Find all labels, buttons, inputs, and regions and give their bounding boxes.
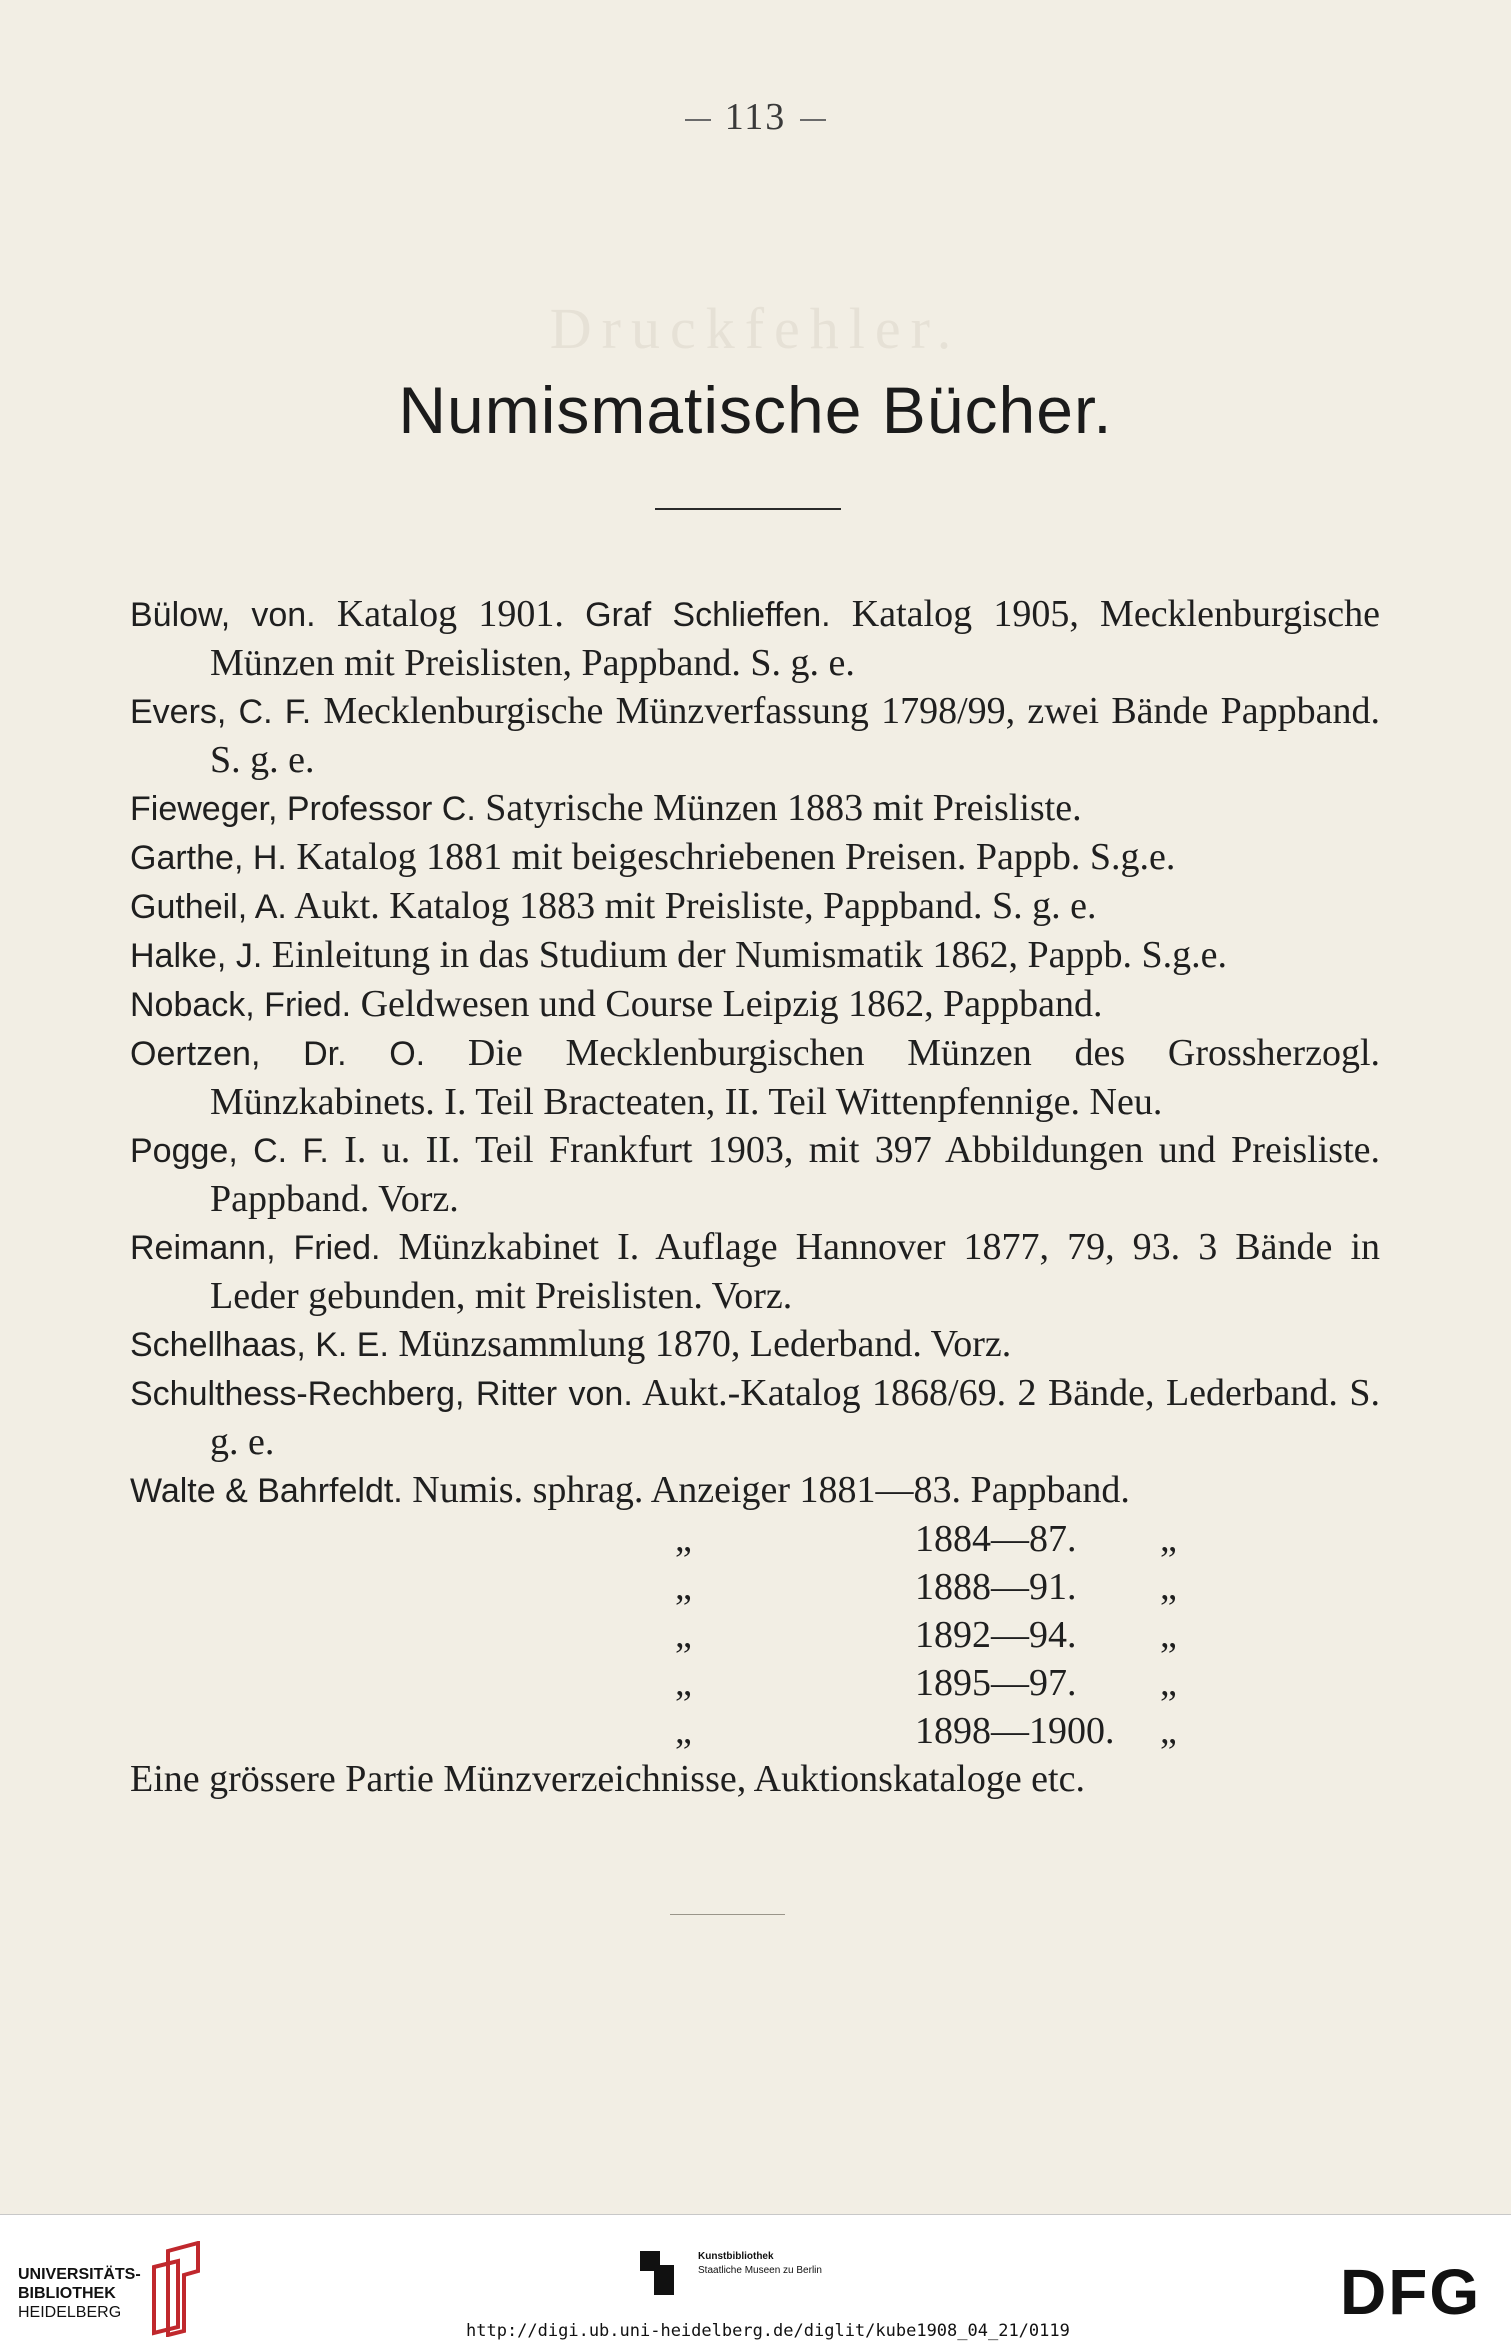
continuation-row (130, 1515, 1380, 1563)
entry-text: Die Mecklenburgischen Münzen des Grossherzogl. Münzkabinets. I. Teil Bracteaten, II. Teil Wittenpfennige. Neu. (210, 1032, 1381, 1123)
entry-author-2: Graf Schlieffen. (585, 596, 831, 634)
entry-author: Bülow, von. (130, 596, 316, 634)
dash-right (800, 119, 826, 121)
list-item (130, 1126, 1380, 1223)
entry-author: Walte & Bahrfeldt. (130, 1472, 403, 1510)
entry-author: Oertzen, Dr. O. (130, 1035, 426, 1073)
list-item (130, 784, 1380, 833)
continuation-years: 1898—1900. (915, 1710, 1115, 1752)
ditto-mark: „ (675, 1566, 692, 1608)
entry-author: Reimann, Fried. (130, 1229, 381, 1267)
closing-note: Eine grössere Partie Münzverzeichnisse, Auktionskataloge etc. (130, 1758, 1085, 1800)
ditto-mark: „ (675, 1614, 692, 1656)
kunstbibliothek-subtitle: Staatliche Museen zu Berlin (698, 2265, 822, 2276)
ub-line-1: UNIVERSITÄTS- (18, 2266, 141, 2283)
list-item (130, 882, 1380, 931)
page-number-value: 113 (724, 96, 787, 138)
entry-text: Katalog 1901. (336, 593, 586, 635)
ub-line-2: BIBLIOTHEK (18, 2285, 116, 2302)
entry-author: Garthe, H. (130, 839, 287, 877)
ditto-mark: „ (675, 1662, 692, 1704)
ditto-mark: „ (675, 1518, 692, 1560)
entry-text: Katalog 1881 mit beigeschriebenen Preisen. Pappb. S.g.e. (296, 836, 1176, 878)
page-number (0, 95, 1511, 139)
entry-author: Evers, C. F. (130, 693, 312, 731)
list-item (130, 590, 1380, 687)
continuation-years: 1895—97. (915, 1662, 1077, 1704)
entry-author: Gutheil, A. (130, 888, 287, 926)
entry-author: Halke, J. (130, 937, 263, 975)
list-item (130, 931, 1380, 980)
list-item (130, 1466, 1380, 1515)
ditto-mark: „ (1160, 1662, 1177, 1704)
entry-text: Aukt.-Katalog 1868/69. 2 Bände, Lederband. S. g. e. (210, 1372, 1380, 1463)
entry-author: Schellhaas, K. E. (130, 1326, 389, 1364)
entry-text: Geldwesen und Course Leipzig 1862, Pappband. (360, 983, 1103, 1025)
title-rule (655, 508, 841, 510)
continuation-row (130, 1611, 1380, 1659)
entry-text: Münzsammlung 1870, Lederband. Vorz. (398, 1323, 1012, 1365)
ditto-mark: „ (1160, 1518, 1177, 1560)
continuation-years: 1892—94. (915, 1614, 1077, 1656)
ub-heidelberg-text (18, 2265, 141, 2322)
kunstbibliothek-text (698, 2250, 822, 2278)
continuation-row (130, 1707, 1380, 1755)
ub-line-3: HEIDELBERG (18, 2304, 122, 2321)
ditto-mark: „ (1160, 1566, 1177, 1608)
page-title: Numismatische Bücher. (398, 373, 1113, 447)
dash-left (685, 119, 711, 121)
entry-text: Satyrische Münzen 1883 mit Preisliste. (485, 787, 1082, 829)
list-item (130, 1369, 1380, 1466)
entry-text-2: Katalog 1905, Mecklenburgische Münzen mit Preislisten, Pappband. S. g. e. (210, 593, 1381, 684)
entry-author: Pogge, C. F. (130, 1132, 329, 1170)
ditto-mark: „ (1160, 1710, 1177, 1752)
list-item (130, 980, 1380, 1029)
entry-author: Fieweger, Professor C. (130, 790, 476, 828)
footer-bar (0, 2214, 1511, 2341)
kunstbibliothek-logo-icon (640, 2251, 676, 2295)
ditto-mark: „ (1160, 1614, 1177, 1656)
entry-text: Numis. sphrag. Anzeiger 1881—83. Pappband. (412, 1469, 1130, 1511)
list-item (130, 1029, 1380, 1126)
entry-author: Schulthess-Rechberg, Ritter von. (130, 1375, 633, 1413)
ub-heidelberg-logo-icon (148, 2241, 214, 2337)
entry-text: Münzkabinet I. Auflage Hannover 1877, 79, 93. 3 Bände in Leder gebunden, mit Preislisten. Vorz. (210, 1226, 1381, 1317)
dfg-logo: DFG (1340, 2256, 1482, 2328)
source-url[interactable]: http://digi.ub.uni-heidelberg.de/diglit/kube1908_04_21/0119 (466, 2321, 1070, 2341)
entry-text: Einleitung in das Studium der Numismatik 1862, Pappb. S.g.e. (271, 934, 1227, 976)
list-item (130, 1223, 1380, 1320)
kunstbibliothek-name: Kunstbibliothek (698, 2251, 774, 2262)
continuation-row (130, 1563, 1380, 1611)
list-item (130, 833, 1380, 882)
bottom-rule (670, 1914, 785, 1915)
entry-author: Noback, Fried. (130, 986, 352, 1024)
list-item (130, 1320, 1380, 1369)
continuation-years: 1884—87. (915, 1518, 1077, 1560)
show-through-text: Druckfehler. (549, 296, 962, 361)
book-list (130, 590, 1380, 1803)
ditto-mark: „ (675, 1710, 692, 1752)
continuation-row (130, 1659, 1380, 1707)
entry-text: Mecklenburgische Münzverfassung 1798/99, zwei Bände Pappband. S. g. e. (210, 690, 1381, 781)
continuation-years: 1888—91. (915, 1566, 1077, 1608)
list-item (130, 687, 1380, 784)
entry-text: Aukt. Katalog 1883 mit Preisliste, Pappband. S. g. e. (294, 885, 1097, 927)
entry-text: I. u. II. Teil Frankfurt 1903, mit 397 Abbildungen und Preisliste. Pappband. Vorz. (210, 1129, 1380, 1220)
